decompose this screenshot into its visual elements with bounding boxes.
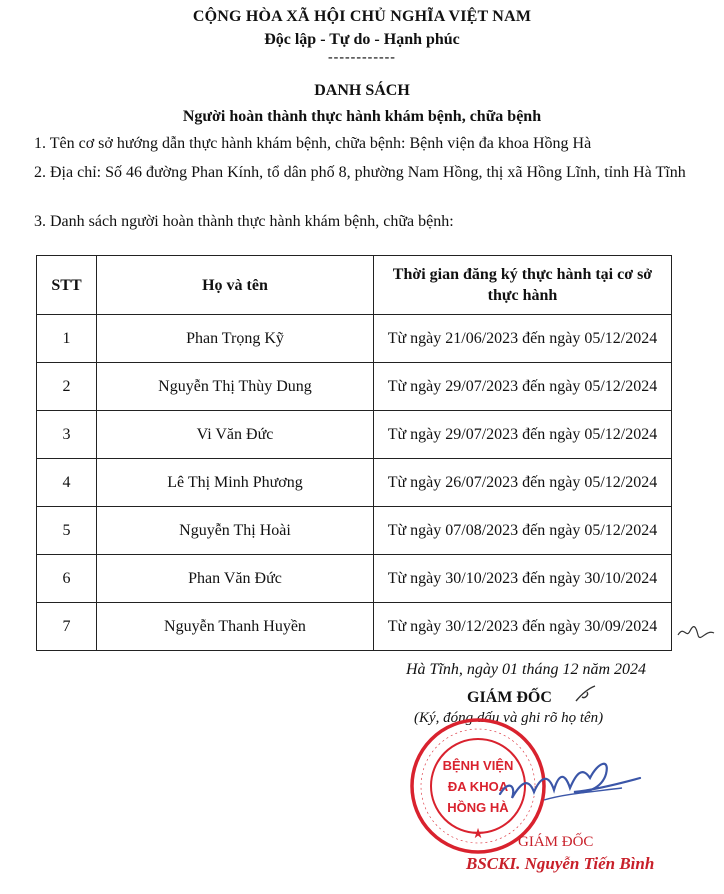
cell-period: Từ ngày 21/06/2023 đến ngày 05/12/2024 — [373, 315, 671, 363]
table-row — [37, 411, 672, 459]
cell-stt: 3 — [37, 411, 97, 459]
svg-text:HỒNG HÀ: HỒNG HÀ — [447, 800, 509, 815]
cell-name: Lê Thị Minh Phương — [97, 459, 374, 507]
cell-name: Phan Văn Đức — [97, 555, 374, 603]
signer-title: GIÁM ĐỐC — [518, 834, 594, 850]
cell-stt: 7 — [37, 603, 97, 651]
trainee-table — [36, 255, 672, 651]
cell-stt: 5 — [37, 507, 97, 555]
cell-name: Nguyễn Thị Hoài — [97, 507, 374, 555]
handwritten-signature-icon — [494, 748, 644, 818]
table-header-row — [37, 256, 672, 315]
header-name: Họ và tên — [97, 256, 374, 315]
cell-name: Nguyễn Thanh Huyền — [97, 603, 374, 651]
cell-name: Nguyễn Thị Thùy Dung — [97, 363, 374, 411]
cell-period: Từ ngày 29/07/2023 đến ngày 05/12/2024 — [373, 363, 671, 411]
table-row — [37, 603, 672, 651]
table-row — [37, 459, 672, 507]
document-title: DANH SÁCH — [314, 82, 410, 99]
initials-mark-icon — [676, 623, 716, 641]
signer-name: BSCKI. Nguyễn Tiến Bình — [466, 854, 655, 873]
table-row — [37, 555, 672, 603]
table-row — [37, 507, 672, 555]
cell-period: Từ ngày 07/08/2023 đến ngày 05/12/2024 — [373, 507, 671, 555]
cell-period: Từ ngày 30/12/2023 đến ngày 30/09/2024 — [373, 603, 671, 651]
info-address: 2. Địa chỉ: Số 46 đường Phan Kính, tổ dân phố 8, phường Nam Hồng, thị xã Hồng Lĩnh, tỉnh Hà Tĩnh — [34, 164, 686, 181]
header-period: Thời gian đăng ký thực hành tại cơ sở thực hành — [373, 256, 671, 315]
cell-name: Phan Trọng Kỹ — [97, 315, 374, 363]
table-row — [37, 315, 672, 363]
document-subtitle: Người hoàn thành thực hành khám bệnh, chữa bệnh — [182, 108, 542, 125]
cell-stt: 6 — [37, 555, 97, 603]
signature-title: GIÁM ĐỐC — [467, 689, 552, 706]
table-row — [37, 363, 672, 411]
signature-note: (Ký, đóng dấu và ghi rõ họ tên) — [414, 710, 604, 726]
cell-period: Từ ngày 26/07/2023 đến ngày 05/12/2024 — [373, 459, 671, 507]
info-list-intro: 3. Danh sách người hoàn thành thực hành khám bệnh, chữa bệnh: — [34, 213, 454, 230]
svg-text:ĐA KHOA: ĐA KHOA — [447, 779, 509, 794]
national-heading: CỘNG HÒA XÃ HỘI CHỦ NGHĨA VIỆT NAM — [192, 8, 532, 25]
header-stt: STT — [37, 256, 97, 315]
cell-stt: 2 — [37, 363, 97, 411]
cell-period: Từ ngày 30/10/2023 đến ngày 30/10/2024 — [373, 555, 671, 603]
national-motto: Độc lập - Tự do - Hạnh phúc — [264, 31, 460, 48]
heading-divider: ------------ — [328, 50, 396, 65]
cell-stt: 1 — [37, 315, 97, 363]
initial-tick-icon — [573, 683, 599, 705]
cell-period: Từ ngày 29/07/2023 đến ngày 05/12/2024 — [373, 411, 671, 459]
svg-text:BỆNH VIỆN: BỆNH VIỆN — [442, 758, 514, 773]
cell-name: Vi Văn Đức — [97, 411, 374, 459]
svg-text:★: ★ — [471, 825, 485, 841]
place-date: Hà Tĩnh, ngày 01 tháng 12 năm 2024 — [406, 661, 646, 678]
info-facility: 1. Tên cơ sở hướng dẫn thực hành khám bệnh, chữa bệnh: Bệnh viện đa khoa Hồng Hà — [34, 135, 592, 152]
cell-stt: 4 — [37, 459, 97, 507]
